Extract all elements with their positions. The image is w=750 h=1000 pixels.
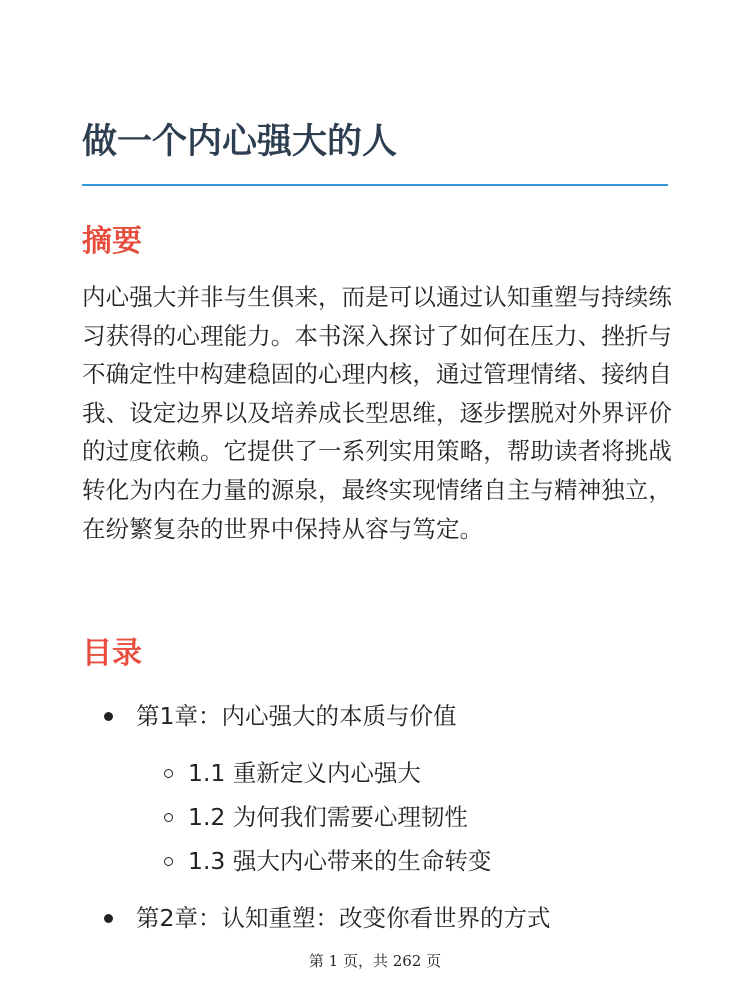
abstract-heading: 摘要 xyxy=(82,224,142,259)
document-page xyxy=(82,0,672,1000)
title-divider xyxy=(82,184,668,186)
abstract-paragraph: 内心强大并非与生俱来，而是可以通过认知重塑与持续练习获得的心理能力。本书深入探讨了如何在压力、挫折与不确定性中构建稳固的心理内核，通过管理情绪、接纳自我、设定边界以及培养成长型思维，逐步摆脱对外界评价的过度依赖。它提供了一系列实用策略，帮助读者将挑战转化为内在力量的源泉，最终实现情绪自主与精神独立，在纷繁复杂的世界中保持从容与笃定。 xyxy=(82,283,672,543)
circle-bullet-icon xyxy=(164,813,173,822)
toc-heading: 目录 xyxy=(82,636,142,671)
toc-chapter-label: 第2章：认知重塑：改变你看世界的方式 xyxy=(136,904,551,932)
page-number-footer: 第 1 页，共 262 页 xyxy=(308,952,442,970)
circle-bullet-icon xyxy=(164,857,173,866)
toc-section-label: 1.2 为何我们需要心理韧性 xyxy=(188,803,468,831)
circle-bullet-icon xyxy=(164,769,173,778)
disc-bullet-icon xyxy=(104,712,113,721)
toc-chapter-label: 第1章：内心强大的本质与价值 xyxy=(136,702,457,730)
disc-bullet-icon xyxy=(104,914,113,923)
document-title: 做一个内心强大的人 xyxy=(82,122,398,162)
toc-section-label: 1.1 重新定义内心强大 xyxy=(188,759,421,787)
toc-section-label: 1.3 强大内心带来的生命转变 xyxy=(188,847,492,875)
